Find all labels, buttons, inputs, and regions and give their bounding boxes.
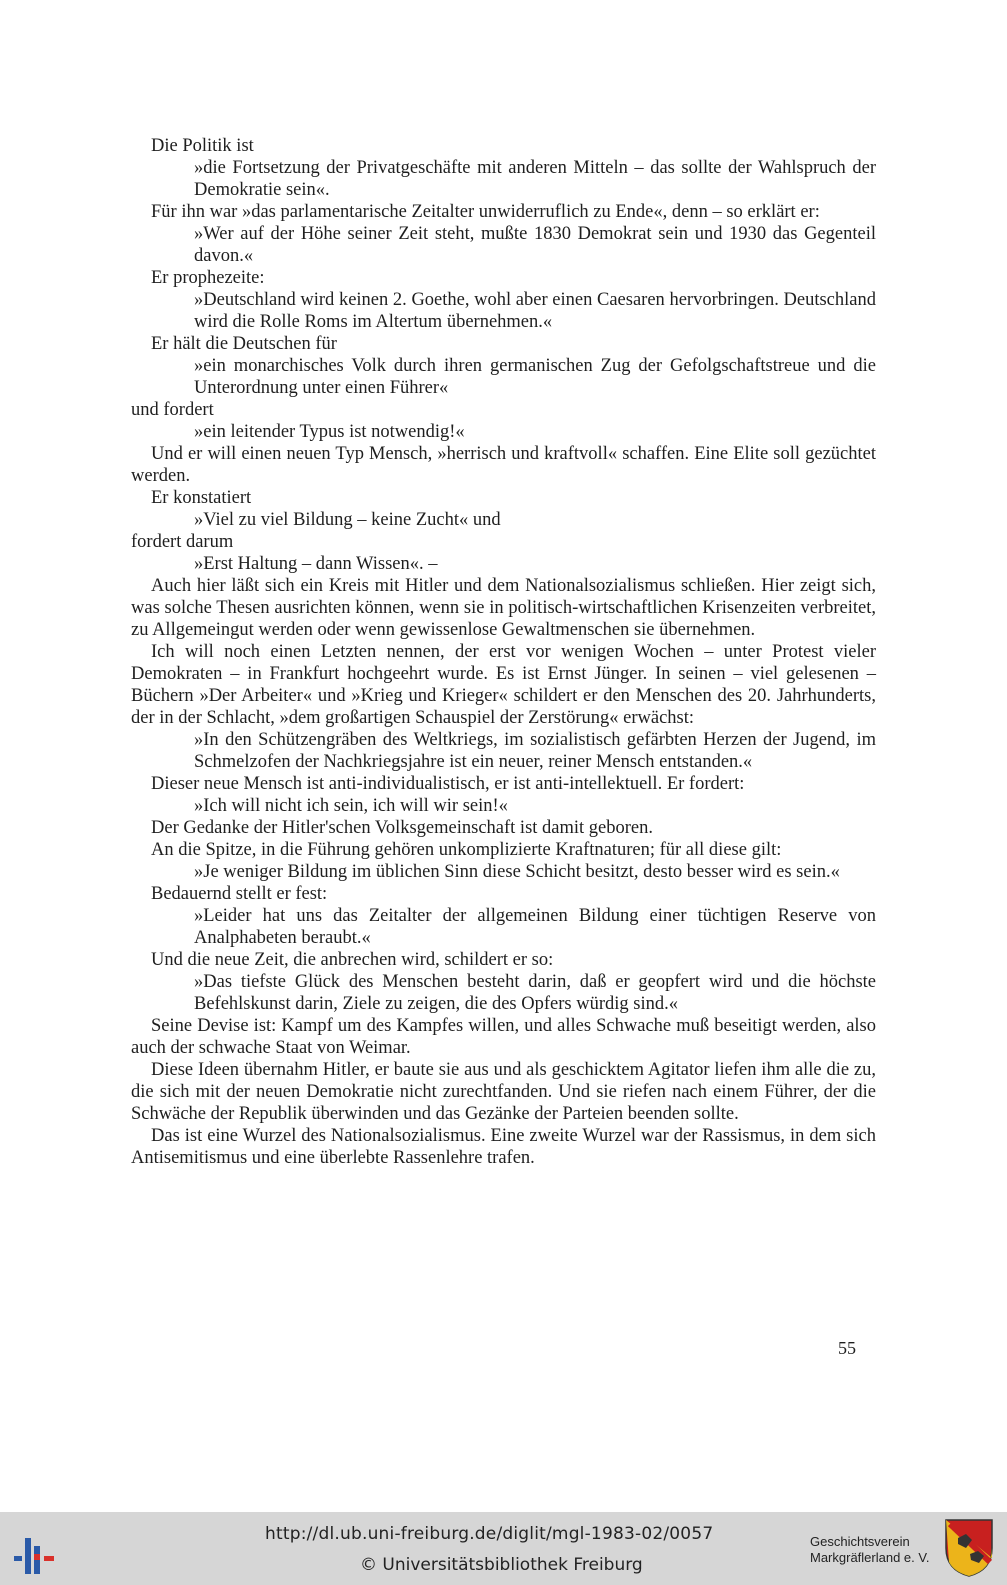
paragraph: Er hält die Deutschen für (151, 334, 337, 354)
paragraph: Diese Ideen übernahm Hitler, er baute sie aus und als geschicktem Agitator liefen ihm alle die zu, die sich mit der neuen Demokratie nicht zurechtfanden. Und sie riefen nach einem Führer, der die Schwäche der Republik überwinden und das Gezänke der Parteien beenden sollte. (131, 1060, 876, 1124)
block-quote: »Leider hat uns das Zeitalter der allgemeinen Bildung einer tüchtigen Reserve von Analphabeten beraubt.« (194, 906, 876, 948)
paragraph: Er prophezeite: (151, 268, 265, 288)
paragraph: fordert darum (131, 532, 234, 552)
library-logo-icon (14, 1532, 62, 1574)
block-quote: »Ich will nicht ich sein, ich will wir sein!« (194, 796, 508, 816)
society-name-line1: Geschichtsverein (810, 1534, 910, 1549)
block-quote: »die Fortsetzung der Privatgeschäfte mit anderen Mitteln – das sollte der Wahlspruch der Demokratie sein«. (194, 158, 876, 200)
paragraph: Er konstatiert (151, 488, 252, 508)
page-number: 55 (838, 1338, 856, 1358)
society-name (810, 1534, 929, 1566)
block-quote: »Erst Haltung – dann Wissen«. – (194, 554, 438, 574)
paragraph: Ich will noch einen Letzten nennen, der erst vor wenigen Wochen – unter Protest vieler Demokraten – in Frankfurt hochgeehrt wurde. Es ist Ernst Jünger. In seinen – viel gelesenen – Büchern »Der Arbeiter« und »Krieg und Krieger« schildert er den Menschen des 20. Jahrhunderts, der in der Schlacht, »dem großartigen Schauspiel der Zerstörung« erwächst: (131, 642, 876, 728)
society-name-line2: Markgräflerland e. V. (810, 1550, 930, 1565)
paragraph: Das ist eine Wurzel des Nationalsozialismus. Eine zweite Wurzel war der Rassismus, in dem sich Antisemitismus und eine überlebte Rassenlehre trafen. (131, 1126, 876, 1168)
paragraph: Bedauernd stellt er fest: (151, 884, 328, 904)
block-quote: »In den Schützengräben des Weltkriegs, im sozialistisch gefärbten Herzen der Jugend, im Schmelzofen der Nachkriegsjahre ist ein neuer, reiner Mensch entstanden.« (194, 730, 876, 772)
paragraph: und fordert (131, 400, 214, 420)
block-quote: »Deutschland wird keinen 2. Goethe, wohl aber einen Caesaren hervorbringen. Deutschland wird die Rolle Roms im Altertum übernehmen.« (194, 290, 876, 332)
paragraph: Seine Devise ist: Kampf um des Kampfes willen, und alles Schwache muß beseitigt werden, also auch der schwache Staat von Weimar. (131, 1016, 876, 1058)
paragraph: Die Politik ist (151, 136, 254, 156)
block-quote: »Wer auf der Höhe seiner Zeit steht, mußte 1830 Demokrat sein und 1930 das Gegenteil davon.« (194, 224, 876, 266)
block-quote: »Je weniger Bildung im üblichen Sinn diese Schicht besitzt, desto besser wird es sein.« (194, 862, 840, 882)
body-text (131, 135, 876, 1169)
paragraph: Der Gedanke der Hitler'schen Volksgemeinschaft ist damit geboren. (151, 818, 654, 838)
coat-of-arms-icon (944, 1518, 994, 1578)
block-quote: »Viel zu viel Bildung – keine Zucht« und (194, 510, 501, 530)
copyright-text: © Universitätsbibliothek Freiburg (360, 1555, 643, 1575)
block-quote: »ein monarchisches Volk durch ihren germanischen Zug der Gefolgschaftstreue und die Unterordnung unter einen Führer« (194, 356, 876, 398)
paragraph: Und die neue Zeit, die anbrechen wird, schildert er so: (151, 950, 554, 970)
paragraph: Dieser neue Mensch ist anti-individualistisch, er ist anti-intellektuell. Er fordert: (151, 774, 745, 794)
permalink-url[interactable]: http://dl.ub.uni-freiburg.de/diglit/mgl-1983-02/0057 (265, 1524, 714, 1544)
paragraph: Auch hier läßt sich ein Kreis mit Hitler und dem Nationalsozialismus schließen. Hier zeigt sich, was solche Thesen ausrichten können, wenn sie in politisch-wirtschaftlichen Krisenzeiten verbreitet, zu Allgemeingut werden oder wenn gewissenlose Gewaltmenschen sie übernehmen. (131, 576, 876, 640)
paragraph: Und er will einen neuen Typ Mensch, »herrisch und kraftvoll« schaffen. Eine Elite soll gezüchtet werden. (131, 444, 876, 486)
block-quote: »Das tiefste Glück des Menschen besteht darin, daß er geopfert wird und die höchste Befehlskunst darin, Ziele zu zeigen, die des Opfers würdig sind.« (194, 972, 876, 1014)
paragraph: An die Spitze, in die Führung gehören unkomplizierte Kraftnaturen; für all diese gilt: (151, 840, 782, 860)
viewer-footer (0, 1512, 1007, 1585)
paragraph: Für ihn war »das parlamentarische Zeitalter unwiderruflich zu Ende«, denn – so erklärt er: (151, 202, 820, 222)
block-quote: »ein leitender Typus ist notwendig!« (194, 422, 465, 442)
